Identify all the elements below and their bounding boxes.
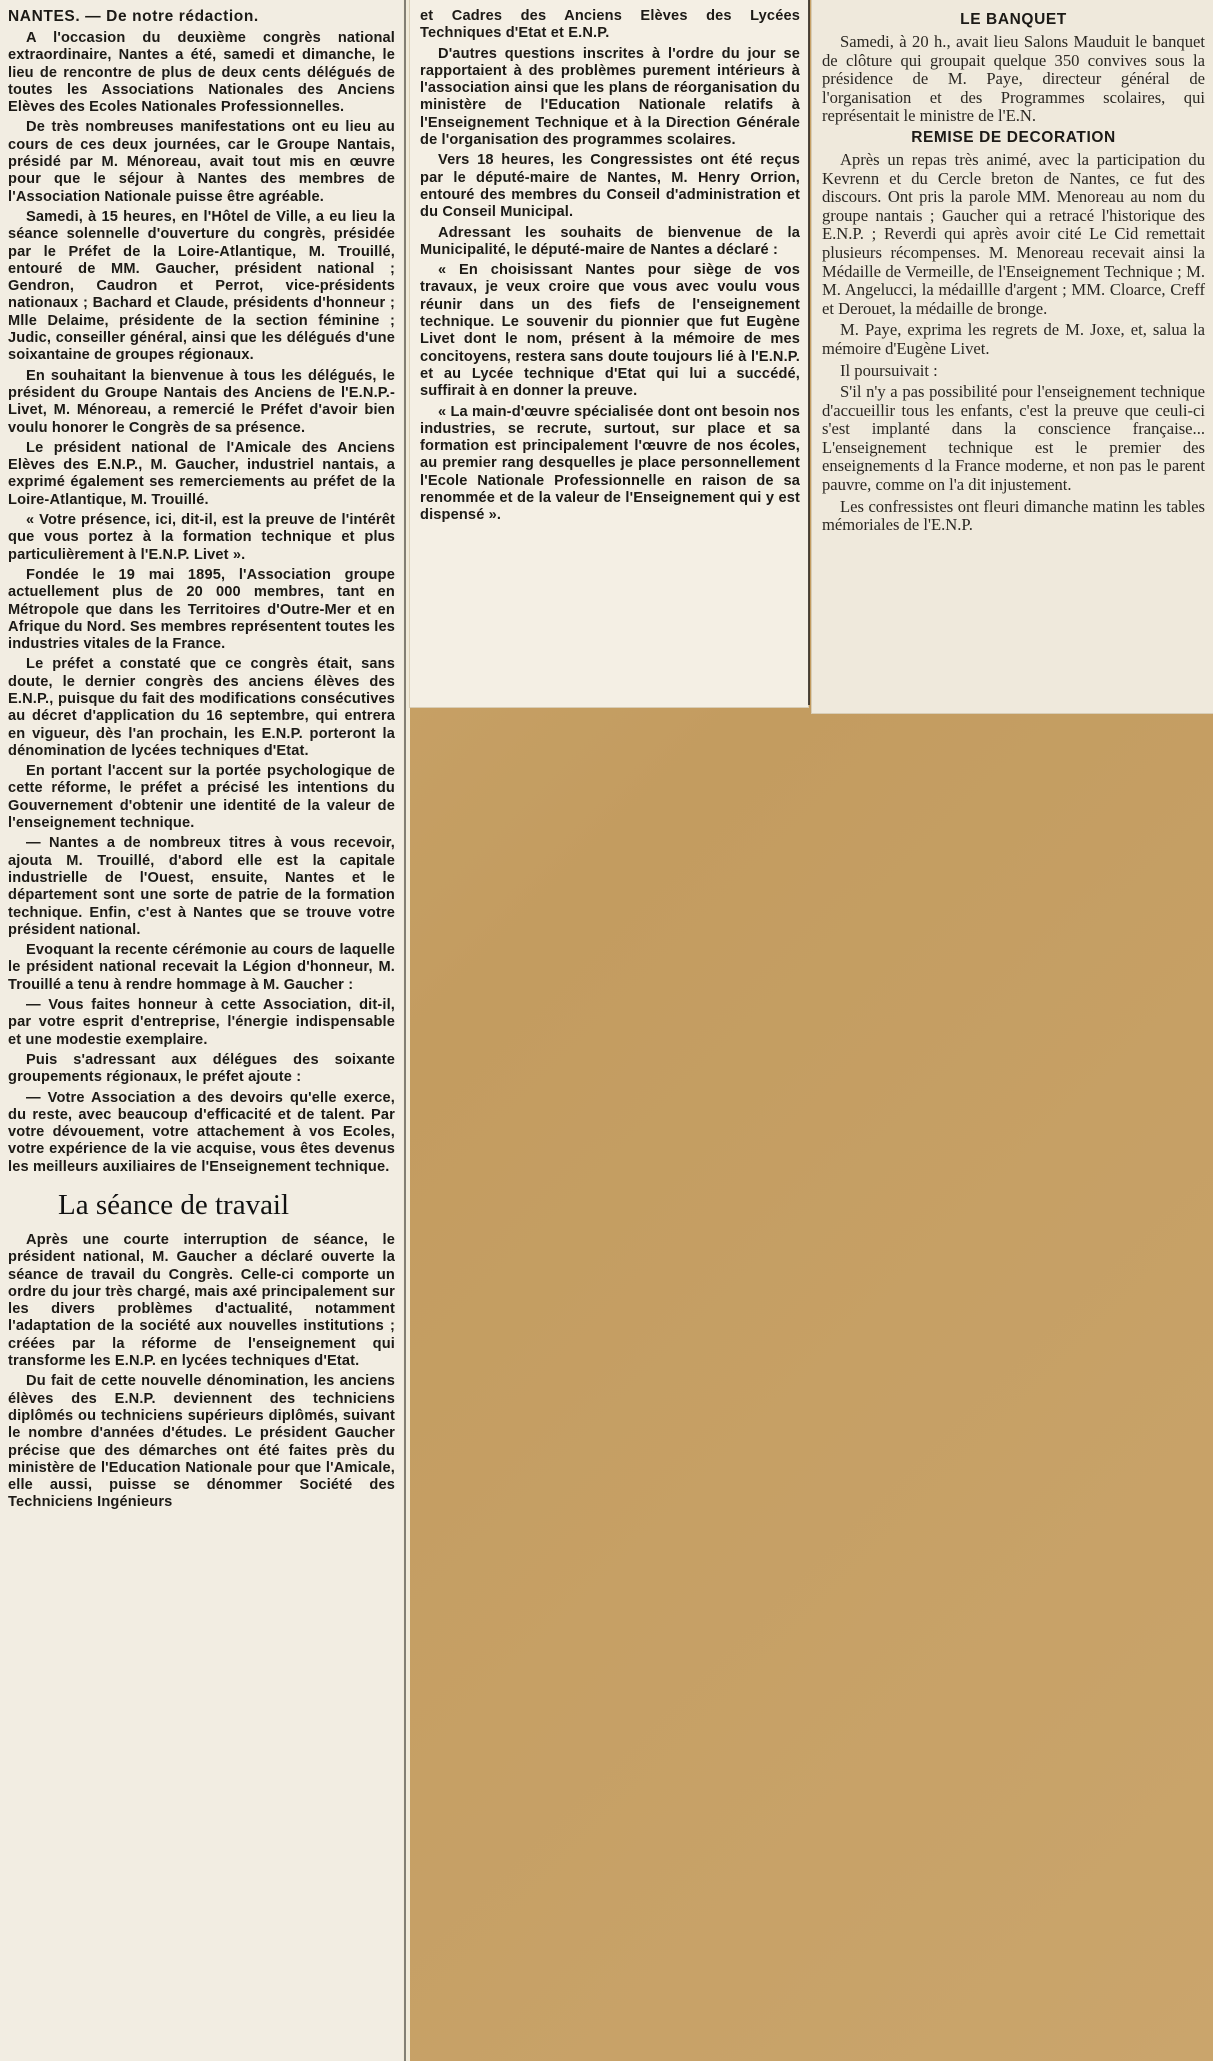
paragraph: Adressant les souhaits de bienvenue de la Municipalité, le député-maire de Nantes a déclaré : [420, 224, 800, 258]
section-heading: La séance de travail [58, 1189, 290, 1221]
subheading-decoration: REMISE DE DECORATION [911, 128, 1116, 146]
paragraph: « Votre présence, ici, dit-il, est la preuve de l'intérêt que vous portez à la formation technique et plus particulièrement à l'E.N.P. Livet ». [8, 512, 395, 563]
paragraph: Samedi, à 20 h., avait lieu Salons Mauduit le banquet de clôture qui groupait quelque 350 convives sous la présidence de M. Paye, directeur général de l'organisation et des Programmes scolaires, qui représentait le ministre de l'E.N. [822, 32, 1205, 126]
paragraph: Du fait de cette nouvelle dénomination, les anciens élèves des E.N.P. deviennent des techniciens diplômés ou techniciens supérieurs diplômés, suivant le nombre d'années d'études. Le président Gaucher précise que des démarches ont été faites près du ministère de l'Education Nationale pour que l'Amicale, elle aussi, puisse se dénommer Société des Techniciens Ingénieurs [8, 1373, 395, 1511]
paragraph: Fondée le 19 mai 1895, l'Association groupe actuellement plus de 20 000 membres, tant en Métropole que dans les Territoires d'Outre-Mer et en Afrique du Nord. Ses membres représentent toutes les industries vitales de la France. [8, 566, 395, 653]
paragraph: Samedi, à 15 heures, en l'Hôtel de Ville, a eu lieu la séance solennelle d'ouverture du congrès, présidée par le Préfet de la Loire-Atlantique, M. Trouillé, entouré de MM. Gaucher, président national ; Gendron, Caudron et Perrot, vice-présidents nationaux ; Bachard et Claude, présidents d'honneur ; Mlle Delaime, présidente de la section féminine ; Judic, conseiller général, ainsi que les délégués d'une soixantaine de groupes régionaux. [8, 208, 395, 364]
paragraph: Evoquant la recente cérémonie au cours de laquelle le président national recevait la Légion d'honneur, M. Trouillé a tenu à rendre hommage à M. Gaucher : [8, 942, 395, 993]
paragraph: « La main-d'œuvre spécialisée dont ont besoin nos industries, se recrute, surtout, sur place et sa formation est principalement l'œuvre de nos écoles, au premier rang desquelles je place personnellement l'Ecole Nationale Professionnelle en raison de sa renommée et de la valeur de l'Enseignement qui y est dispensé ». [420, 403, 800, 524]
paragraph: Il poursuivait : [840, 360, 938, 380]
paragraph: A l'occasion du deuxième congrès national extraordinaire, Nantes a été, samedi et dimanche, le lieu de rencontre de plus de deux cents délégués de toutes les Associations Nationales des Anciens Elèves des Ecoles Nationales Professionnelles. [8, 30, 395, 116]
paragraph: et Cadres des Anciens Elèves des Lycées Techniques d'Etat et E.N.P. [420, 8, 800, 42]
paragraph: En souhaitant la bienvenue à tous les délégués, le président du Groupe Nantais des Anciens de l'E.N.P.-Livet, M. Ménoreau, a remercié le Préfet d'avoir bien voulu honorer le Congrès de sa présence. [8, 367, 395, 436]
paragraph: « En choisissant Nantes pour siège de vos travaux, je veux croire que vous avec voulu vous réunir dans un des fiefs de l'enseignement technique. Le souvenir du pionnier que fut Eugène Livet dont le nom, présent à la mémoire de mes concitoyens, restera sans doute toujours lié à l'E.N.P. et au Lycée technique d'Etat qui lui a succédé, suffirait à en donner la preuve. [420, 262, 800, 400]
dateline: NANTES. — De notre rédaction. [8, 8, 259, 25]
paragraph: — Nantes a de nombreux titres à vous recevoir, ajouta M. Trouillé, d'abord elle est la capitale industrielle de l'Ouest, ensuite, Nantes et le département sont une sorte de patrie de la formation technique. Enfin, c'est à Nantes que se trouve votre président national. [8, 835, 395, 938]
paragraph: Les confressistes ont fleuri dimanche matinn les tables mémoriales de l'E.N.P. [822, 496, 1205, 535]
clipping-column-2 [410, 0, 808, 707]
clipping-column-3 [812, 0, 1213, 713]
paragraph: — Vous faites honneur à cette Association, dit-il, par votre esprit d'entreprise, l'énergie indispensable et une modestie exemplaire. [8, 997, 395, 1048]
paragraph: Vers 18 heures, les Congressistes ont été reçus par le député-maire de Nantes, M. Henry Orrion, entouré des membres du Conseil d'administration et du Conseil Municipal. [420, 152, 800, 221]
paragraph: Après un repas très animé, avec la participation du Kevrenn et du Cercle breton de Nantes, ce fut des discours. Ont pris la parole MM. Menoreau au nom du groupe nantais ; Gaucher qui a retracé l'historique des E.N.P. ; Reverdi qui après avoir cité Le Cid remettait plusieurs récompenses. M. Menoreau recevait ainsi la Médaille de Vermeille, de l'Enseignement Technique ; M. M. Angelucci, la médaillle d'argent ; MM. Cloarce, Creff et Derouet, la médaille de bronge. [822, 149, 1205, 318]
column-1-text [8, 8, 395, 1515]
column-rule [404, 0, 406, 2061]
paragraph: En portant l'accent sur la portée psychologique de cette réforme, le préfet a précisé les intentions du Gouvernement d'obtenir une identité de la valeur de l'enseignement technique. [8, 763, 395, 832]
subheading-banquet: LE BANQUET [960, 11, 1067, 28]
column-2-text [420, 8, 800, 528]
paragraph: Puis s'adressant aux délégues des soixante groupements régionaux, le préfet ajoute : [8, 1051, 395, 1086]
paragraph: De très nombreuses manifestations ont eu lieu au cours de ces deux journées, car le Groupe Nantais, présidé par M. Ménoreau, avait tout mis en œuvre pour que le séjour à Nantes des membres de l'Association Nationale puisse être agréable. [8, 119, 395, 205]
column-3-text [822, 8, 1205, 538]
paragraph: S'il n'y a pas possibilité pour l'enseignement technique d'accueillir tous les enfants, c'est la preuve que ceuli-ci s'est implanté dans la conscience française... L'enseignement technique est le premier des enseignements d la France moderne, et non pas le parent pauvre, comme on l'a dit injustement. [822, 382, 1205, 495]
paragraph: Après une courte interruption de séance, le président national, M. Gaucher a déclaré ouverte la séance de travail du Congrès. Celle-ci comporte un ordre du jour très chargé, mais axé principalement sur les divers problèmes d'actualité, notamment l'adaptation de la société aux nouvelles institutions ; créées par la réforme de l'enseignement qui transforme les E.N.P. en lycées techniques d'Etat. [8, 1232, 395, 1370]
paragraph: — Votre Association a des devoirs qu'elle exerce, du reste, avec beaucoup d'efficacité et de talent. Par votre dévouement, votre attachement à vos Ecoles, votre expérience de la vie acquise, vous êtes devenus les meilleurs auxiliaires de l'Enseignement technique. [8, 1089, 395, 1175]
clipping-column-1 [0, 0, 403, 2061]
paragraph: D'autres questions inscrites à l'ordre du jour se rapportaient à des problèmes purement intérieurs à l'association ainsi que les plans de réorganisation du ministère de l'Education Nationale relatifs à l'Enseignement Technique et à la Direction Générale de l'organisation des programmes scolaires. [420, 45, 800, 149]
column-rule [808, 0, 810, 705]
paragraph: Le préfet a constaté que ce congrès était, sans doute, le dernier congrès des anciens élèves des E.N.P., puisque du fait des modifications consécutives au décret d'application du 16 septembre, qui entrera en vigueur, dès l'an prochain, les E.N.P. porteront la dénomination de lycées techniques d'Etat. [8, 656, 395, 759]
paragraph: Le président national de l'Amicale des Anciens Elèves des E.N.P., M. Gaucher, industriel nantais, a exprimé également ses remerciements au préfet de la Loire-Atlantique, M. Trouillé. [8, 439, 395, 508]
paragraph: M. Paye, exprima les regrets de M. Joxe, et, salua la mémoire d'Eugène Livet. [822, 320, 1205, 358]
